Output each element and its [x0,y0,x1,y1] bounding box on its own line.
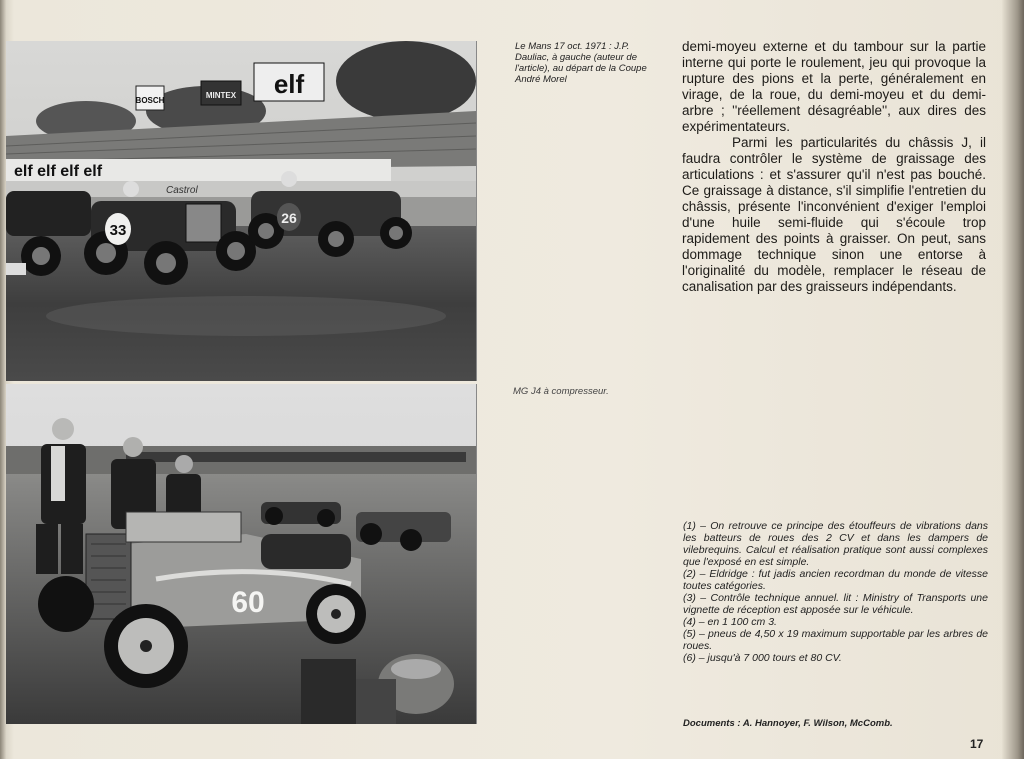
footnote-4: (4) – en 1 100 cm 3. [683,616,777,628]
page-edge-shadow [1002,0,1024,759]
sign-bosch: BOSCH [135,96,165,105]
body-paragraph-1: demi-moyeu externe et du tambour sur la partie interne qui porte le roulement, jeu qui provoque la rupture des pions et la perte, généralement en virage, de la roue, du demi-moyeu et du demi-arbre ; ''réellement désagréable'', aux dires des expérimentateurs. [682,39,986,134]
sign-elf-row: elf elf elf elf [14,163,103,180]
photo-le-mans-illustration [6,41,476,381]
footnote-2: (2) – Eldridge : fut jadis ancien recordman du monde de vitesse toutes catégories. [683,568,988,592]
sign-castrol: Castrol [166,185,198,196]
car-number-60: 60 [231,586,265,619]
caption-le-mans: Le Mans 17 oct. 1971 : J.P. Dauliac, à gauche (auteur de l'article), au départ de la Coupe André Morel [515,41,647,85]
footnote-5: (5) – pneus de 4,50 x 19 maximum supportable par les arbres de roues. [683,628,988,652]
footnote-6: (6) – jusqu'à 7 000 tours et 80 CV. [683,652,842,664]
car-number-26: 26 [281,210,297,226]
photo-mg-j4-illustration [6,384,476,724]
footnote-3: (3) – Contrôle technique annuel. lit : Ministry of Transports une vignette de réception est apposée sur le véhicule. [683,592,988,616]
footnote-1: (1) – On retrouve ce principe des étouffeurs de vibrations dans les batteurs de roues des 2 CV et dans les dampers de vilebrequins. Calcul et réalisation pratique sont aussi complexes que l'exposé en est simple. [683,520,988,568]
documents-credit: Documents : A. Hannoyer, F. Wilson, McComb. [683,718,893,729]
sign-mintex: MINTEX [205,91,237,100]
sign-elf-big: elf [273,69,305,99]
article-body [682,39,986,295]
caption-mg-j4: MG J4 à compresseur. [513,386,609,397]
photo-le-mans-race [6,41,477,381]
body-paragraph-2: Parmi les particularités du châssis J, il faudra contrôler le système de graissage des articulations : et s'assurer qu'il n'est pas bouché. Ce graissage à distance, s'il simplifie l'entretien du châssis, présente l'inconvénient d'exiger l'emploi d'une huile semi-fluide qui s'écoule trop rapidement des points à graisser. On peut, sans dommage technique sinon une entorse à l'originalité du modèle, remplacer le réseau de canalisation par des graisseurs indépendants. [682,135,986,294]
footnotes [683,520,988,664]
page-number: 17 [970,737,984,751]
car-number-33: 33 [109,222,127,239]
photo-mg-j4 [6,384,477,724]
